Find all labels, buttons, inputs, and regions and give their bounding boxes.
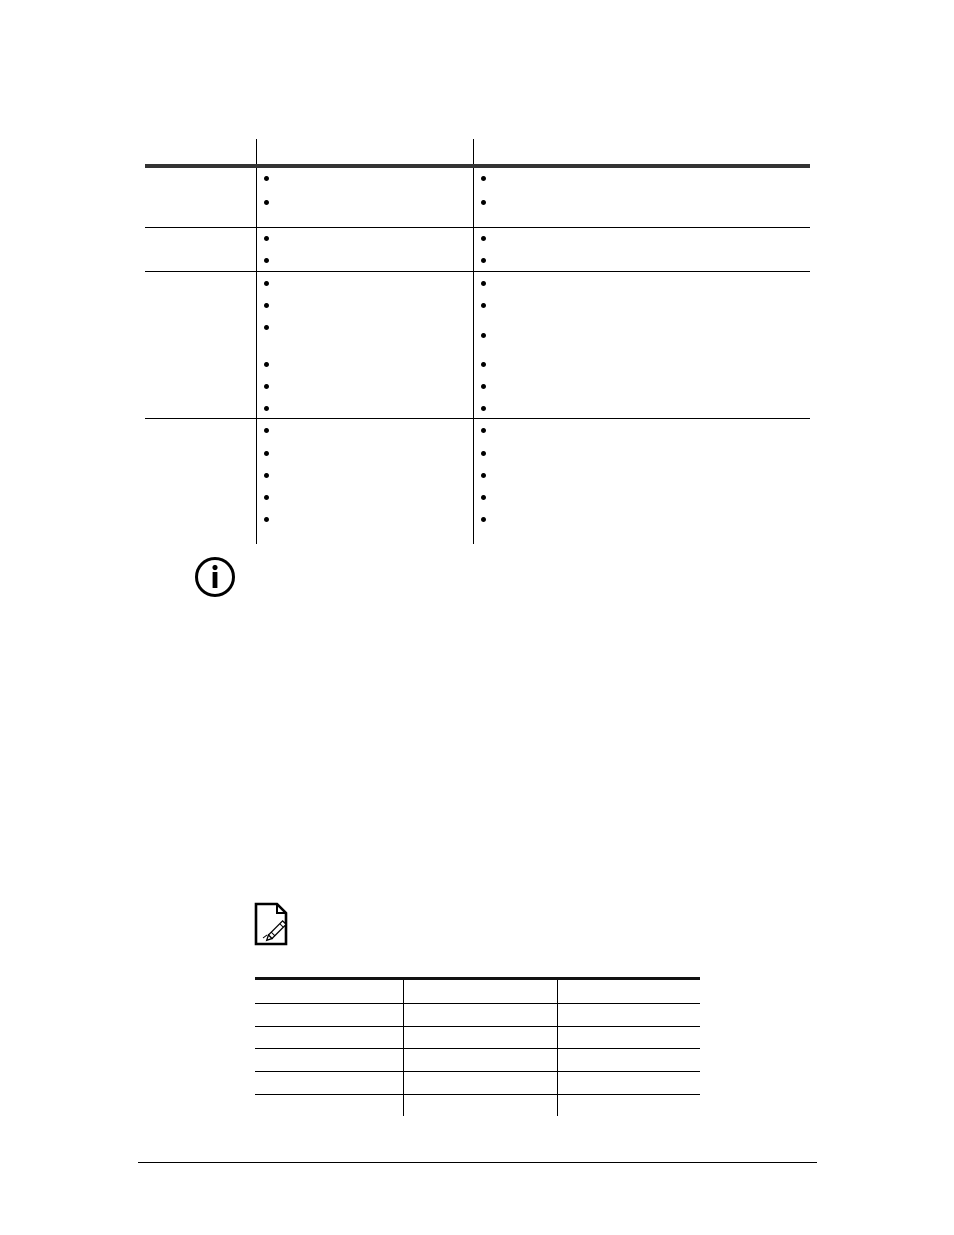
list-bullet — [264, 258, 269, 263]
list-bullet — [264, 325, 269, 330]
spec-table-column-divider — [256, 139, 257, 544]
spec-table-row-divider — [145, 271, 810, 272]
list-bullet — [481, 236, 486, 241]
list-bullet — [481, 281, 486, 286]
small-table-column-divider — [557, 980, 558, 1116]
list-bullet — [264, 473, 269, 478]
list-bullet — [264, 236, 269, 241]
footer-rule — [138, 1162, 817, 1163]
list-bullet — [481, 517, 486, 522]
list-bullet — [264, 176, 269, 181]
list-bullet — [481, 333, 486, 338]
small-table-row-divider — [255, 1048, 700, 1049]
list-bullet — [264, 384, 269, 389]
small-table-row-divider — [255, 1094, 700, 1095]
list-bullet — [264, 495, 269, 500]
spec-table-column-divider — [473, 139, 474, 544]
spec-table-row-divider — [145, 418, 810, 419]
list-bullet — [481, 495, 486, 500]
list-bullet — [264, 428, 269, 433]
list-bullet — [481, 200, 486, 205]
small-table-row-divider — [255, 1026, 700, 1027]
spec-table-row-divider — [145, 227, 810, 228]
small-table-row-divider — [255, 1071, 700, 1072]
list-bullet — [264, 362, 269, 367]
list-bullet — [481, 473, 486, 478]
list-bullet — [264, 200, 269, 205]
list-bullet — [481, 362, 486, 367]
list-bullet — [481, 303, 486, 308]
list-bullet — [481, 451, 486, 456]
list-bullet — [264, 406, 269, 411]
note-icon — [253, 902, 295, 946]
info-icon — [193, 556, 237, 598]
small-table-row-divider — [255, 1003, 700, 1004]
list-bullet — [481, 384, 486, 389]
list-bullet — [264, 517, 269, 522]
spec-table-header-rule — [145, 164, 810, 168]
list-bullet — [481, 428, 486, 433]
small-table-column-divider — [403, 980, 404, 1116]
list-bullet — [481, 406, 486, 411]
list-bullet — [264, 451, 269, 456]
list-bullet — [481, 176, 486, 181]
list-bullet — [264, 281, 269, 286]
list-bullet — [481, 258, 486, 263]
small-table-header-rule — [255, 977, 700, 980]
list-bullet — [264, 303, 269, 308]
